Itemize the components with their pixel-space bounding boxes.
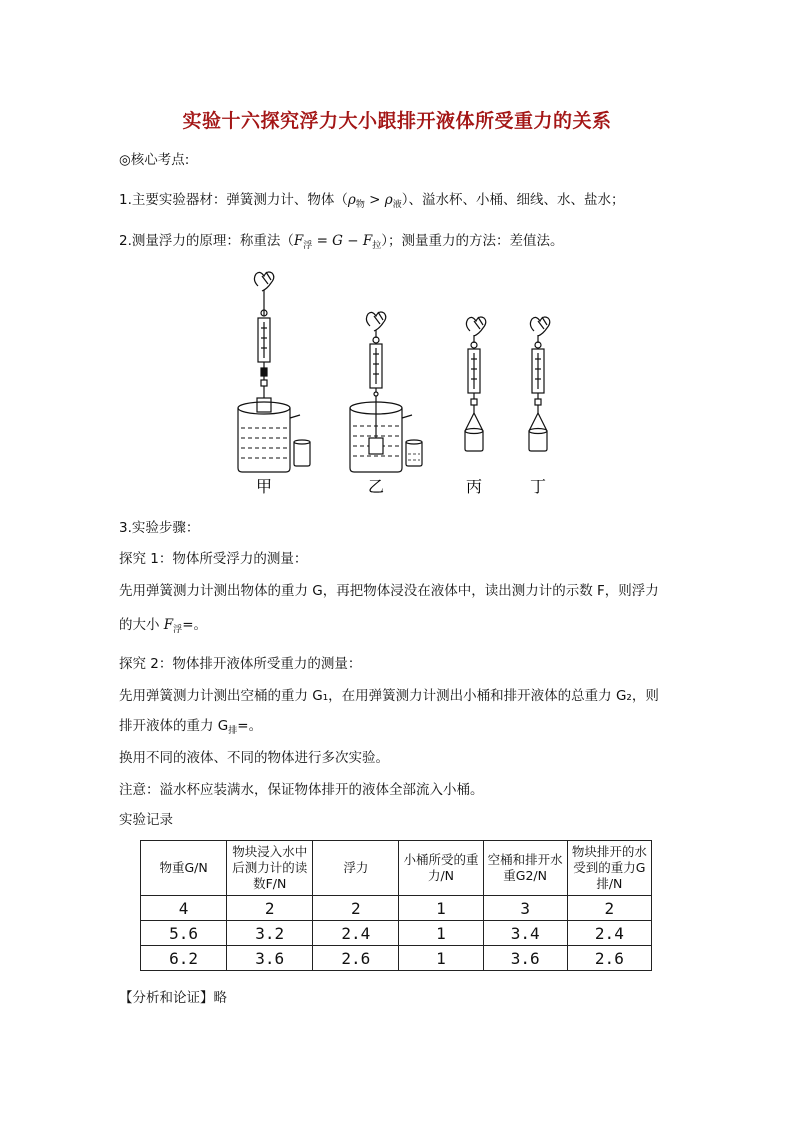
explore1-heading: 探究 1：物体所受浮力的测量： xyxy=(119,551,308,567)
table-cell: 3.2 xyxy=(227,921,313,946)
page-title: 实验十六探究浮力大小跟排开液体所受重力的关系 xyxy=(182,110,612,132)
table-cell: 1 xyxy=(399,946,483,971)
explore2-heading: 探究 2：物体排开液体所受重力的测量： xyxy=(119,656,362,672)
explore2-text-2: 排开液体的重力 $G_排=$。 xyxy=(119,718,263,736)
table-cell: 2.4 xyxy=(567,921,651,946)
setup-yi xyxy=(350,312,422,472)
table-cell: 2.4 xyxy=(313,921,399,946)
table-cell: 2 xyxy=(313,896,399,921)
table-cell: 4 xyxy=(141,896,227,921)
explore1-text-2: 的大小 $F_浮=$。 xyxy=(119,617,207,635)
header-cell: 物块浸入水中后测力计的读数F/N xyxy=(227,841,313,896)
table-cell: 3.6 xyxy=(483,946,567,971)
label-ding: 丁 xyxy=(529,477,547,496)
table-cell: 6.2 xyxy=(141,946,227,971)
table-cell: 2.6 xyxy=(313,946,399,971)
header-cell: 小桶所受的重力/N xyxy=(399,841,483,896)
repeat-text: 换用不同的液体、不同的物体进行多次实验。 xyxy=(119,750,389,766)
table-cell: 5.6 xyxy=(141,921,227,946)
table-cell: 2 xyxy=(227,896,313,921)
item-equipment xyxy=(119,190,624,215)
header-cell: 空桶和排开水重G2/N xyxy=(483,841,567,896)
setup-jia xyxy=(238,272,310,472)
table-row xyxy=(141,896,652,921)
explore2-text-1: 先用弹簧测力计测出空桶的重力 G₁，在用弹簧测力计测出小桶和排开液体的总重力 G₂，则 xyxy=(119,688,659,704)
table-row xyxy=(141,946,652,971)
explore1-text-1: 先用弹簧测力计测出物体的重力 G，再把物体浸没在液体中，读出测力计的示数 F，则浮力 xyxy=(119,583,659,599)
item-principle-suffix: ）；测量重力的方法：差值法。 xyxy=(381,233,564,249)
table-cell: 1 xyxy=(399,896,483,921)
table-header-row xyxy=(141,841,652,896)
record-table xyxy=(140,840,652,971)
record-heading: 实验记录 xyxy=(119,812,173,828)
item-equipment-suffix: ）、溢水杯、小桶、细线、水、盐水； xyxy=(401,192,625,208)
note-text: 注意：溢水杯应装满水，保证物体排开的液体全部流入小桶。 xyxy=(119,782,484,798)
table-cell: 2.6 xyxy=(567,946,651,971)
label-yi: 乙 xyxy=(367,477,385,496)
header-cell: 浮力 xyxy=(313,841,399,896)
header-cell: 物块排开的水受到的重力G排/N xyxy=(567,841,651,896)
buoyancy-formula: $F_浮 = G - F_拉$ xyxy=(293,233,382,251)
steps-heading: 3.实验步骤： xyxy=(119,520,200,536)
table-row xyxy=(141,921,652,946)
item-principle xyxy=(119,231,564,256)
item-equipment-prefix: 1.主要实验器材：弹簧测力计、物体（ xyxy=(119,192,348,208)
core-points-heading: ◎核心考点: xyxy=(119,152,190,168)
label-jia: 甲 xyxy=(255,477,273,496)
table-cell: 3 xyxy=(483,896,567,921)
header-cell: 物重G/N xyxy=(141,841,227,896)
setup-bing xyxy=(465,317,486,451)
rho-object: $\rho_物 > \rho_液$ xyxy=(347,192,402,210)
setup-ding xyxy=(529,317,550,451)
table-cell: 3.4 xyxy=(483,921,567,946)
table-cell: 2 xyxy=(567,896,651,921)
table-cell: 1 xyxy=(399,921,483,946)
experiment-figure xyxy=(228,268,568,500)
label-bing: 丙 xyxy=(465,477,483,496)
table-cell: 3.6 xyxy=(227,946,313,971)
item-principle-prefix: 2.测量浮力的原理：称重法（ xyxy=(119,233,294,249)
analysis-text: 【分析和论证】略 xyxy=(119,990,227,1006)
